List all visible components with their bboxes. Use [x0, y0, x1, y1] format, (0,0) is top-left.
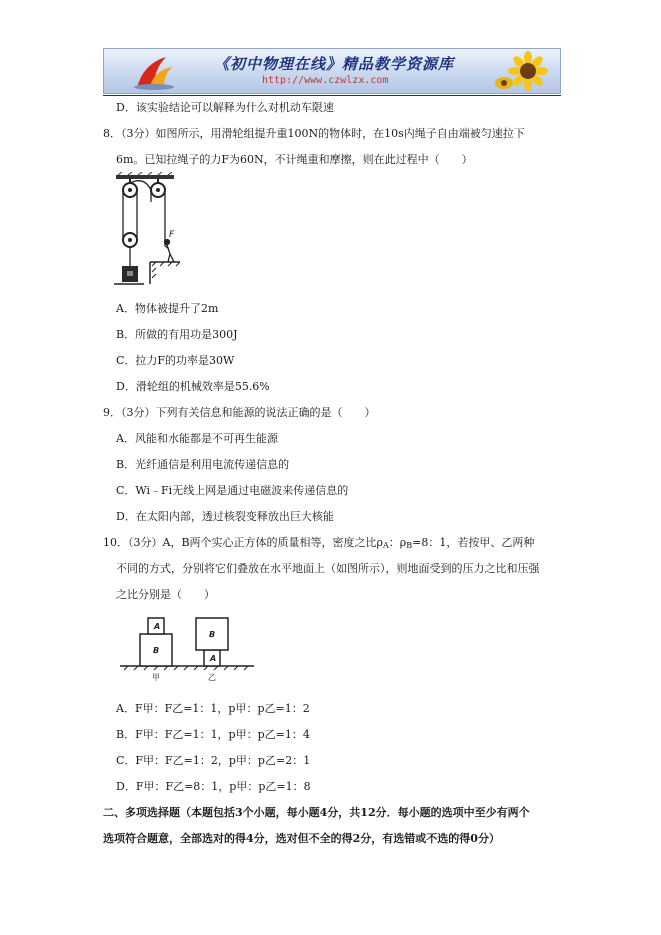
q8-option-a: A．物体被提升了2m — [116, 302, 219, 315]
stacked-cubes-figure — [118, 614, 268, 684]
q10-option-d: D．F甲：F乙=8：1，p甲：p乙=1：8 — [116, 780, 311, 793]
q8-option-b: B．所做的有用功是300J — [116, 328, 238, 341]
header-rule — [103, 95, 561, 96]
label-f: F — [169, 230, 175, 240]
q8-option-c: C．拉力F的功率是30W — [116, 354, 235, 367]
yi-label-b: B — [209, 630, 216, 639]
q10-stem-line1: 10．（3分）A，B两个实心正方体的质量相等，密度之比$\rho_A$：$\rho_B=8$：1，若按甲、乙两种 — [103, 536, 535, 550]
q10-stem-line3: 之比分别是（ ） — [116, 588, 215, 601]
q10-option-a: A．F甲：F乙=1：1，p甲：p乙=1：2 — [116, 702, 310, 715]
sunflower-icon — [494, 51, 554, 93]
q9-option-b: B．光纤通信是利用电流传递信息的 — [116, 458, 290, 471]
jia-label-b: B — [153, 646, 160, 655]
logo-icon — [132, 53, 176, 91]
q9-stem: 9．（3分）下列有关信息和能源的说法正确的是（ ） — [103, 406, 376, 419]
q10-option-c: C．F甲：F乙=1：2，p甲：p乙=2：1 — [116, 754, 311, 767]
yi-label-a: A — [210, 654, 217, 663]
q10-option-b: B．F甲：F乙=1：1，p甲：p乙=1：4 — [116, 728, 310, 741]
label-yi: 乙 — [208, 673, 216, 682]
banner-url: http://www.czwlzx.com — [262, 75, 389, 86]
label-jia: 甲 — [152, 673, 160, 682]
q9-option-c: C．Wi﹣Fi无线上网是通过电磁波来传递信息的 — [116, 484, 349, 497]
jia-label-a: A — [154, 622, 161, 631]
pulley-figure — [110, 172, 185, 292]
section2-heading-line2: 选项符合题意，全部选对的得4分，选对但不全的得2分，有选错或不选的得0分） — [103, 832, 500, 845]
q8-option-d: D．滑轮组的机械效率是55.6% — [116, 380, 270, 393]
header-banner — [103, 48, 561, 94]
q8-stem-line2: 6m。已知拉绳子的力F为60N，不计绳重和摩擦，则在此过程中（ ） — [116, 153, 473, 166]
q9-option-d: D．在太阳内部，透过核裂变释放出巨大核能 — [116, 510, 334, 523]
q9-option-a: A．风能和水能都是不可再生能源 — [116, 432, 278, 445]
q8-stem-line1: 8．（3分）如图所示，用滑轮组提升重100N的物体时，在10s内绳子自由端被匀速拉下 — [103, 127, 525, 140]
section2-heading-line1: 二、多项选择题（本题包括3个小题，每小题4分，共12分．每小题的选项中至少有两个 — [103, 806, 530, 819]
q10-stem-line2: 不同的方式，分别将它们叠放在水平地面上（如图所示），则地面受到的压力之比和压强 — [116, 562, 540, 575]
banner-title: 《初中物理在线》精品教学资源库 — [214, 55, 455, 73]
q7-option-d: D．该实验结论可以解释为什么对机动车限速 — [116, 101, 334, 114]
